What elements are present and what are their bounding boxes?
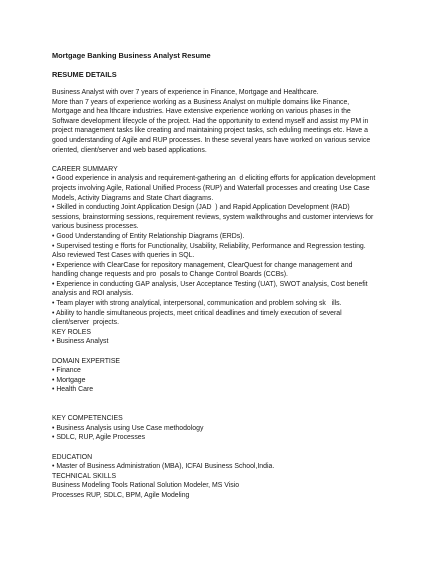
spacer — [52, 155, 400, 165]
career-summary-line: • Skilled in conducting Joint Application Design (JAD ) and Rapid Application Development (RAD) — [52, 204, 350, 212]
career-summary-line: • Good Understanding of Entity Relationship Diagrams (ERDs). — [52, 232, 245, 240]
technical-skills-section — [52, 472, 400, 501]
career-summary-line: sessions, brainstorming sessions, requirement reviews, system walkthroughs and customer interviews for — [52, 213, 374, 221]
summary-line: Business Analyst with over 7 years of experience in Finance, Mortgage and Healthcare. — [52, 89, 319, 96]
education-heading: EDUCATION — [52, 453, 93, 461]
career-summary-line: projects involving Agile, Rational Unified Process (RUP) and Waterfall processes and creating Use Case — [52, 184, 370, 192]
domain-expertise-item: • Mortgage — [52, 376, 86, 384]
key-roles-item: • Business Analyst — [52, 338, 109, 346]
document-title: Mortgage Banking Business Analyst Resume — [52, 51, 211, 60]
career-summary-section — [52, 165, 400, 328]
domain-expertise-section — [52, 357, 400, 395]
education-section — [52, 453, 400, 472]
career-summary-line: • Supervised testing e fforts for Functionality, Usability, Reliability, Performance and Regression testing. — [52, 242, 366, 250]
education-item: • Master of Business Administration (MBA), ICFAI Business School,India. — [52, 463, 275, 471]
key-competencies-heading: KEY COMPETENCIES — [52, 415, 123, 423]
career-summary-line: Also reviewed Test Cases with queries in SQL. — [52, 252, 195, 260]
summary-paragraph — [52, 88, 400, 155]
key-competencies-item: • Business Analysis using Use Case methodology — [52, 424, 204, 432]
career-summary-heading: CAREER SUMMARY — [52, 165, 118, 173]
career-summary-line: various business processes. — [52, 223, 139, 231]
technical-skills-item: Business Modeling Tools Rational Solution Modeler, MS Visio — [52, 482, 240, 490]
career-summary-line: • Ability to handle simultaneous projects, meet critical deadlines and timely execution of several — [52, 309, 342, 317]
summary-line: Mortgage and hea lthcare industries. Have extensive experience working on various phases in the — [52, 108, 351, 116]
career-summary-line: • Experience in conducting GAP analysis, User Acceptance Testing (UAT), SWOT analysis, Cost benefit — [52, 280, 368, 288]
summary-line: project management tasks like creating and maintaining project tasks, sch eduling meetings etc. Have a — [52, 127, 368, 135]
career-summary-line: analysis and ROI analysis. — [52, 290, 134, 298]
technical-skills-item: Processes RUP, SDLC, BPM, Agile Modeling — [52, 491, 190, 499]
domain-expertise-heading: DOMAIN EXPERTISE — [52, 357, 121, 365]
career-summary-line: • Good experience in analysis and requirement-gathering an d eliciting efforts for application development — [52, 175, 376, 183]
key-competencies-item: • SDLC, RUP, Agile Processes — [52, 434, 146, 442]
career-summary-line: • Team player with strong analytical, interpersonal, communication and problem solving sk ills. — [52, 300, 342, 308]
summary-line: oriented, client/server and web based applications. — [52, 146, 207, 154]
summary-line: Software development lifecycle of the project. Had the opportunity to extend myself and assist my PM in — [52, 117, 369, 125]
summary-line: More than 7 years of experience working as a Business Analyst on multiple domains like Finance, — [52, 98, 350, 106]
spacer — [52, 347, 400, 357]
domain-expertise-item: • Health Care — [52, 386, 94, 394]
resume-details-heading: RESUME DETAILS — [52, 70, 117, 79]
key-roles-heading: KEY ROLES — [52, 328, 91, 336]
career-summary-line: Models, Activity Diagrams and State Chart diagrams. — [52, 194, 214, 202]
technical-skills-heading: TECHNICAL SKILLS — [52, 472, 117, 480]
career-summary-line: handling change requests and pro posals to Change Control Boards (CCBs). — [52, 271, 288, 279]
key-competencies-section — [52, 414, 400, 443]
career-summary-line: client/server projects. — [52, 319, 120, 327]
career-summary-line: • Experience with ClearCase for repository management, ClearQuest for change management and — [52, 261, 353, 269]
spacer — [52, 443, 400, 453]
domain-expertise-item: • Finance — [52, 367, 81, 375]
spacer — [52, 405, 400, 415]
spacer — [52, 395, 400, 405]
key-roles-section — [52, 328, 400, 347]
summary-line: good understanding of Agile and RUP processes. In these several years have worked on various service — [52, 136, 371, 144]
